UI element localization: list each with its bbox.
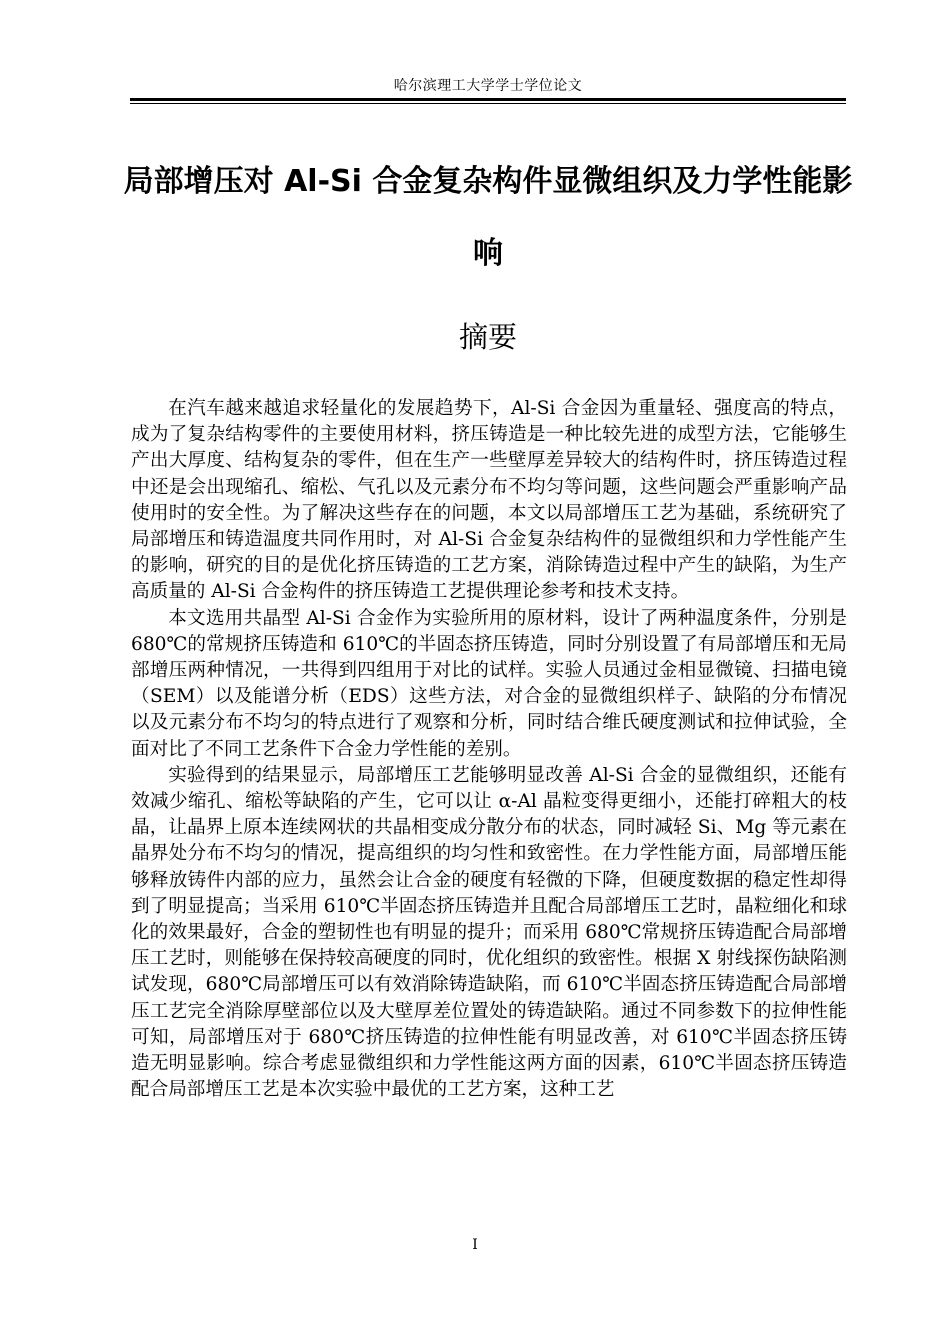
running-header: 哈尔滨理工大学学士学位论文 bbox=[393, 78, 583, 94]
document-title: 局部增压对 Al-Si 合金复杂构件显微组织及力学性能影响 bbox=[123, 164, 853, 271]
abstract-heading: 摘要 bbox=[458, 320, 517, 354]
abstract-paragraph-2: 本文选用共晶型 Al-Si 合金作为实验所用的原材料，设计了两种温度条件，分别是 680℃的常规挤压铸造和 610℃的半固态挤压铸造，同时分别设置了有局部增压和无局部增压两种情况，一共得到四组用于对比的试样。实验人员通过金相显微镜、扫描电镜（SEM）以及能谱分析（EDS）这些方法，对合金的显微组织样子、缺陷的分布情况以及元素分布不均匀的特点进行了观察和分析，同时结合维氏硬度测试和拉伸试验，全面对比了不同工艺条件下合金力学性能的差别。 bbox=[131, 607, 847, 760]
abstract-body bbox=[131, 396, 847, 1103]
header-rule-thick bbox=[130, 98, 846, 101]
page-number: I bbox=[472, 1237, 478, 1253]
abstract-paragraph-1: 在汽车越来越追求轻量化的发展趋势下，Al-Si 合金因为重量轻、强度高的特点，成为了复杂结构零件的主要使用材料，挤压铸造是一种比较先进的成型方法，它能够生产出大厚度、结构复杂的零件，但在生产一些壁厚差异较大的结构件时，挤压铸造过程中还是会出现缩孔、缩松、气孔以及元素分布不均匀等问题，这些问题会严重影响产品使用时的安全性。为了解决这些存在的问题，本文以局部增压工艺为基础，系统研究了局部增压和铸造温度共同作用时，对 Al-Si 合金复杂结构件的显微组织和力学性能产生的影响，研究的目的是优化挤压铸造的工艺方案，消除铸造过程中产生的缺陷，为生产高质量的 Al-Si 合金构件的挤压铸造工艺提供理论参考和技术支持。 bbox=[131, 398, 847, 603]
header-rule-thin bbox=[130, 103, 846, 104]
abstract-paragraph-3: 实验得到的结果显示，局部增压工艺能够明显改善 Al-Si 合金的显微组织，还能有效减少缩孔、缩松等缺陷的产生，它可以让 α-Al 晶粒变得更细小，还能打碎粗大的枝晶，让晶界上原本连续网状的共晶相变成分散分布的状态，同时减轻 Si、Mg 等元素在晶界处分布不均匀的情况，提高组织的均匀性和致密性。在力学性能方面，局部增压能够释放铸件内部的应力，虽然会让合金的硬度有轻微的下降，但硬度数据的稳定性却得到了明显提高；当采用 610℃半固态挤压铸造并且配合局部增压工艺时，晶粒细化和球化的效果最好，合金的塑韧性也有明显的提升；而采用 680℃常规挤压铸造配合局部增压工艺时，则能够在保持较高硬度的同时，优化组织的致密性。根据 X 射线探伤缺陷测试发现，680℃局部增压可以有效消除铸造缺陷，而 610℃半固态挤压铸造配合局部增压工艺完全消除厚壁部位以及大壁厚差位置处的铸造缺陷。通过不同参数下的拉伸性能可知，局部增压对于 680℃挤压铸造的拉伸性能有明显改善，对 610℃半固态挤压铸造无明显影响。综合考虑显微组织和力学性能这两方面的因素，610℃半固态挤压铸造配合局部增压工艺是本次实验中最优的工艺方案，这种工艺 bbox=[131, 764, 847, 1101]
